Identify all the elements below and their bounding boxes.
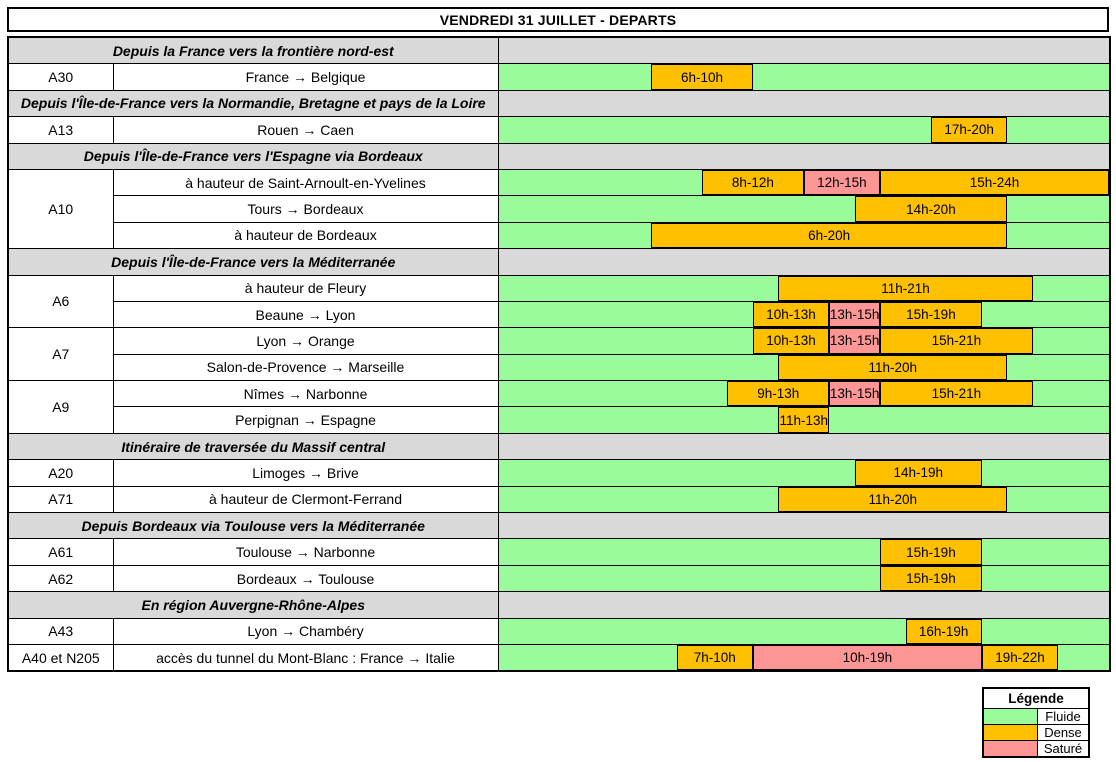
timeline-track [499, 460, 1110, 485]
road-code: A9 [8, 381, 113, 434]
legend [982, 687, 1090, 758]
timeline-track [499, 196, 1110, 221]
legend-label: Dense [1038, 725, 1090, 741]
traffic-segment: 8h-12h [702, 170, 804, 195]
road-code: A30 [8, 64, 113, 90]
timeline-track [499, 487, 1110, 512]
traffic-segment: 13h-15h [829, 328, 880, 353]
legend-label: Fluide [1038, 709, 1090, 725]
traffic-segment: 15h-19h [880, 302, 982, 327]
section-header-row [8, 90, 1110, 116]
section-header: Depuis l'Île-de-France vers l'Espagne via Bordeaux [8, 143, 498, 169]
timeline-track [499, 381, 1110, 406]
timeline-track [499, 223, 1110, 248]
section-header-row [8, 249, 1110, 275]
timeline-cell [498, 196, 1110, 222]
legend-title: Légende [983, 688, 1089, 709]
traffic-segment: 13h-15h [829, 381, 880, 406]
section-header-row [8, 592, 1110, 618]
route-row [8, 486, 1110, 512]
timeline-cell [498, 222, 1110, 248]
section-timeline-cell [498, 249, 1110, 275]
traffic-segment: 17h-20h [931, 117, 1007, 142]
road-code: A62 [8, 565, 113, 591]
section-timeline-cell [498, 37, 1110, 64]
legend-label: Saturé [1038, 741, 1090, 758]
section-header: Itinéraire de traversée du Massif central [8, 433, 498, 459]
timeline-cell [498, 275, 1110, 301]
traffic-segment: 10h-19h [753, 645, 982, 670]
route-row [8, 301, 1110, 327]
route-row [8, 275, 1110, 301]
road-code: A71 [8, 486, 113, 512]
section-header: Depuis l'Île-de-France vers la Normandie, Bretagne et pays de la Loire [8, 90, 498, 116]
route-label: France → Belgique [113, 64, 498, 90]
traffic-segment: 11h-13h [778, 407, 829, 432]
route-label: à hauteur de Clermont-Ferrand [113, 486, 498, 512]
route-row [8, 354, 1110, 380]
traffic-segment: 14h-19h [855, 460, 982, 485]
timeline-cell [498, 486, 1110, 512]
timeline-track [499, 619, 1110, 644]
route-row [8, 169, 1110, 195]
road-code: A7 [8, 328, 113, 381]
legend-row [983, 741, 1089, 758]
traffic-segment: 14h-20h [855, 196, 1008, 221]
timeline-cell [498, 407, 1110, 433]
timeline-track [499, 302, 1110, 327]
timeline-track [499, 64, 1110, 89]
legend-title-row [983, 688, 1089, 709]
route-label: Toulouse → Narbonne [113, 539, 498, 565]
route-row [8, 618, 1110, 644]
traffic-segment: 10h-13h [753, 302, 829, 327]
route-row [8, 196, 1110, 222]
route-label: Rouen → Caen [113, 117, 498, 143]
road-code: A10 [8, 169, 113, 248]
route-label: Salon-de-Provence → Marseille [113, 354, 498, 380]
section-header: En région Auvergne-Rhône-Alpes [8, 592, 498, 618]
road-code: A13 [8, 117, 113, 143]
timeline-track [499, 276, 1110, 301]
page-title: VENDREDI 31 JUILLET - DEPARTS [7, 7, 1109, 32]
route-label: à hauteur de Saint-Arnoult-en-Yvelines [113, 169, 498, 195]
timeline-cell [498, 328, 1110, 354]
timeline-cell [498, 381, 1110, 407]
timeline-cell [498, 644, 1110, 671]
route-row [8, 407, 1110, 433]
route-row [8, 328, 1110, 354]
road-code: A20 [8, 460, 113, 486]
timeline-cell [498, 539, 1110, 565]
section-timeline-cell [498, 143, 1110, 169]
legend-swatch [983, 725, 1038, 741]
forecast-table [7, 36, 1111, 672]
timeline-track [499, 355, 1110, 380]
route-label: Lyon → Orange [113, 328, 498, 354]
traffic-segment: 15h-21h [880, 328, 1033, 353]
road-code: A6 [8, 275, 113, 328]
route-label: accès du tunnel du Mont-Blanc : France → Italie [113, 644, 498, 671]
route-label: à hauteur de Fleury [113, 275, 498, 301]
traffic-segment: 13h-15h [829, 302, 880, 327]
route-label: à hauteur de Bordeaux [113, 222, 498, 248]
section-header: Depuis Bordeaux via Toulouse vers la Méditerranée [8, 513, 498, 539]
timeline-cell [498, 64, 1110, 90]
section-timeline-cell [498, 90, 1110, 116]
road-code: A61 [8, 539, 113, 565]
traffic-segment: 7h-10h [677, 645, 753, 670]
section-timeline-cell [498, 433, 1110, 459]
section-header-row [8, 513, 1110, 539]
route-label: Limoges → Brive [113, 460, 498, 486]
route-row [8, 539, 1110, 565]
section-header: Depuis l'Île-de-France vers la Méditerranée [8, 249, 498, 275]
route-row [8, 460, 1110, 486]
timeline-track [499, 407, 1110, 432]
route-label: Perpignan → Espagne [113, 407, 498, 433]
route-label: Bordeaux → Toulouse [113, 565, 498, 591]
traffic-segment: 11h-20h [778, 355, 1007, 380]
route-label: Beaune → Lyon [113, 301, 498, 327]
route-label: Lyon → Chambéry [113, 618, 498, 644]
traffic-segment: 9h-13h [727, 381, 829, 406]
timeline-track [499, 566, 1110, 591]
timeline-cell [498, 618, 1110, 644]
road-code: A43 [8, 618, 113, 644]
timeline-cell [498, 169, 1110, 195]
timeline-track [499, 539, 1110, 564]
section-timeline-cell [498, 513, 1110, 539]
legend-row [983, 709, 1089, 725]
traffic-segment: 6h-20h [651, 223, 1007, 248]
traffic-segment: 16h-19h [906, 619, 982, 644]
timeline-cell [498, 565, 1110, 591]
traffic-segment: 11h-21h [778, 276, 1032, 301]
legend-swatch [983, 741, 1038, 758]
road-code: A40 et N205 [8, 644, 113, 671]
traffic-segment: 15h-19h [880, 566, 982, 591]
route-row [8, 64, 1110, 90]
timeline-track [499, 645, 1110, 670]
route-row [8, 117, 1110, 143]
traffic-segment: 19h-22h [982, 645, 1058, 670]
traffic-segment: 15h-19h [880, 539, 982, 564]
traffic-segment: 6h-10h [651, 64, 753, 89]
legend-swatch [983, 709, 1038, 725]
section-timeline-cell [498, 592, 1110, 618]
legend-row [983, 725, 1089, 741]
timeline-track [499, 117, 1110, 142]
traffic-segment: 15h-21h [880, 381, 1033, 406]
route-row [8, 644, 1110, 671]
timeline-cell [498, 301, 1110, 327]
traffic-segment: 10h-13h [753, 328, 829, 353]
route-label: Tours → Bordeaux [113, 196, 498, 222]
section-header-row [8, 37, 1110, 64]
section-header-row [8, 143, 1110, 169]
traffic-segment: 15h-24h [880, 170, 1109, 195]
timeline-track [499, 170, 1110, 195]
section-header-row [8, 433, 1110, 459]
route-row [8, 222, 1110, 248]
timeline-track [499, 328, 1110, 353]
traffic-segment: 11h-20h [778, 487, 1007, 512]
timeline-cell [498, 117, 1110, 143]
route-row [8, 565, 1110, 591]
traffic-segment: 12h-15h [804, 170, 880, 195]
route-row [8, 381, 1110, 407]
timeline-cell [498, 354, 1110, 380]
route-label: Nîmes → Narbonne [113, 381, 498, 407]
timeline-cell [498, 460, 1110, 486]
section-header: Depuis la France vers la frontière nord-est [8, 37, 498, 64]
